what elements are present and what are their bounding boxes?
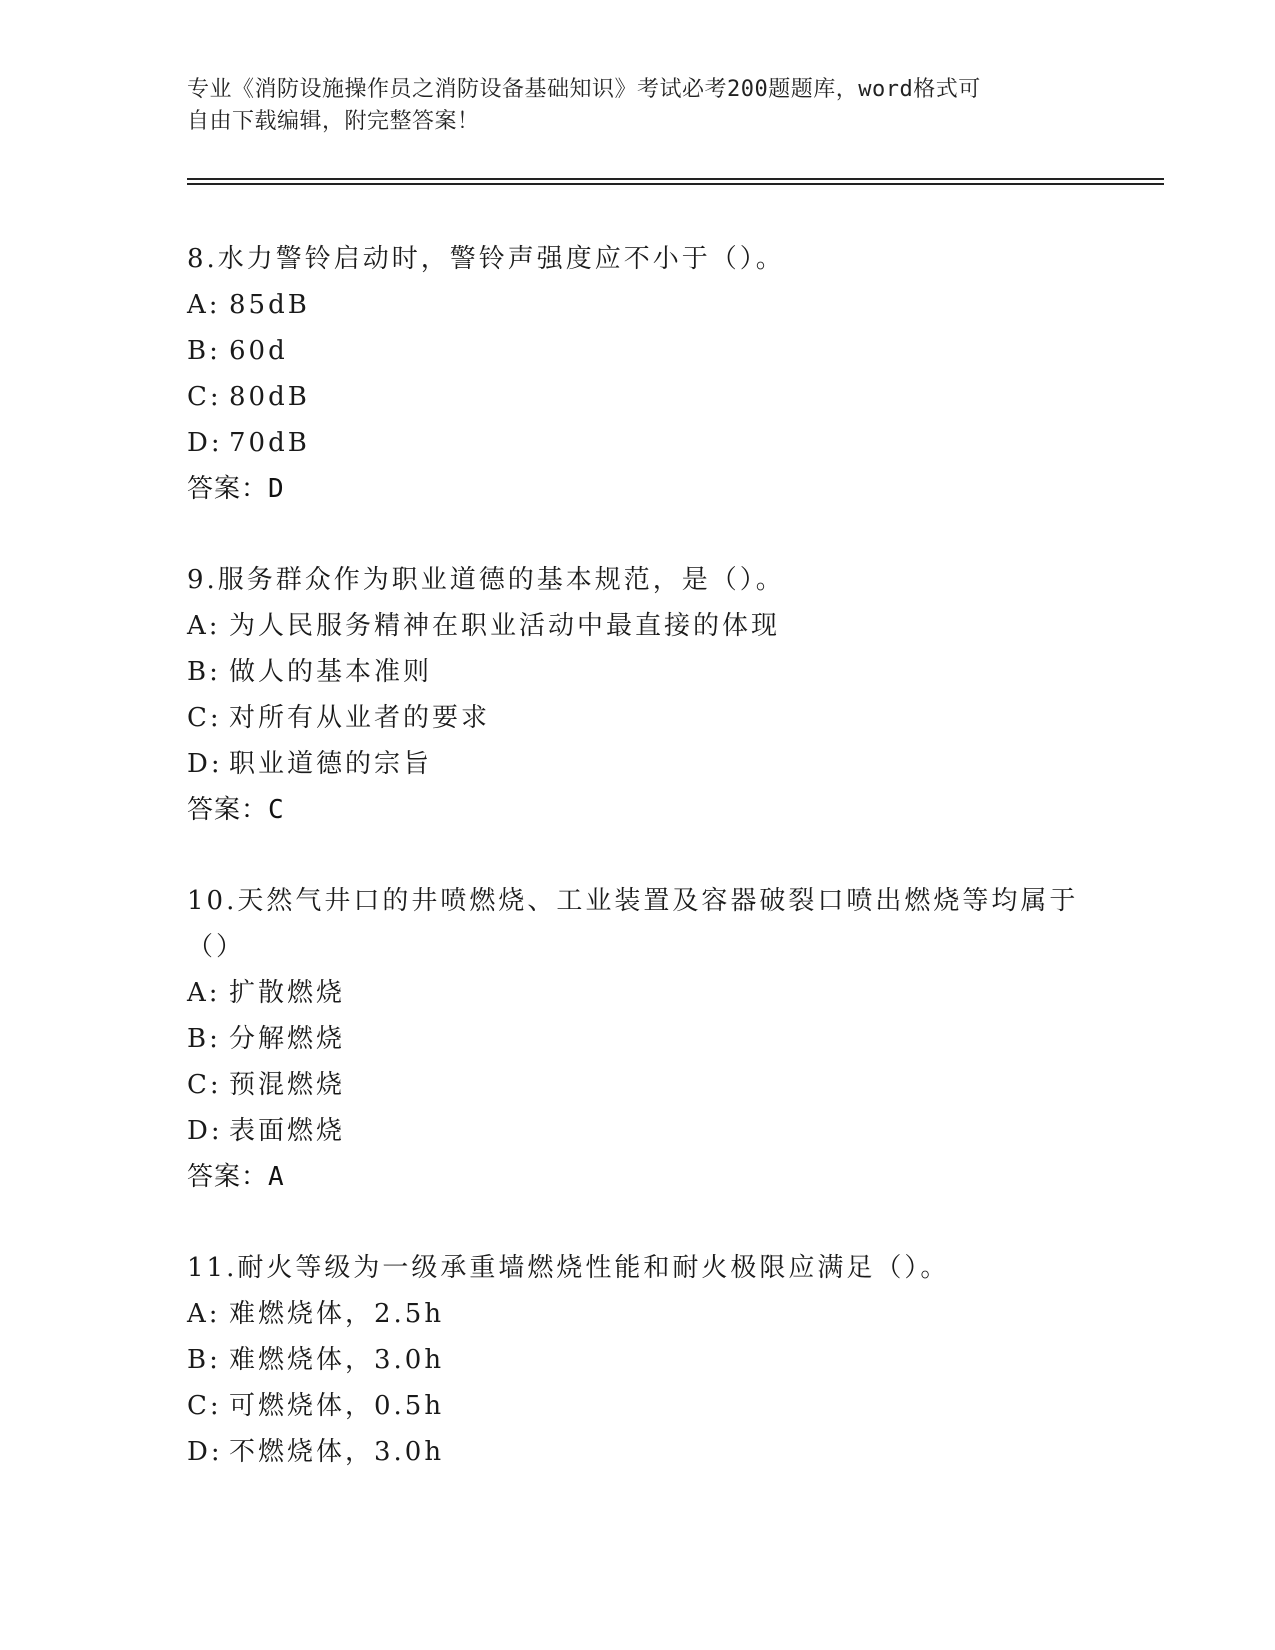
option-text: 60d bbox=[229, 336, 288, 366]
header-divider-bottom bbox=[187, 183, 1164, 185]
question-stem: 10.天然气井口的井喷燃烧、工业装置及容器破裂口喷出燃烧等均属于（） bbox=[187, 886, 1079, 962]
option-letter: C: bbox=[187, 703, 222, 733]
option-text: 表面燃烧 bbox=[229, 1116, 346, 1146]
option-letter: D: bbox=[187, 1116, 223, 1146]
option-text: 可燃烧体，0.5h bbox=[229, 1391, 445, 1421]
question-10 bbox=[187, 878, 1087, 1200]
option-letter: A: bbox=[187, 978, 221, 1008]
option-a bbox=[187, 282, 1087, 328]
option-text: 做人的基本准则 bbox=[229, 657, 433, 687]
option-text: 70dB bbox=[229, 428, 310, 458]
question-9 bbox=[187, 557, 1087, 833]
option-b bbox=[187, 649, 1087, 695]
option-letter: B: bbox=[187, 336, 221, 366]
option-text: 预混燃烧 bbox=[229, 1070, 346, 1100]
option-letter: C: bbox=[187, 1070, 222, 1100]
header-line-1: 专业《消防设施操作员之消防设备基础知识》考试必考200题题库，word格式可 bbox=[187, 77, 981, 102]
option-text: 为人民服务精神在职业活动中最直接的体现 bbox=[229, 611, 781, 641]
option-text: 85dB bbox=[229, 290, 310, 320]
header-line-2: 自由下载编辑，附完整答案！ bbox=[187, 109, 480, 134]
option-d bbox=[187, 741, 1087, 787]
option-a bbox=[187, 603, 1087, 649]
option-b bbox=[187, 328, 1087, 374]
answer: 答案：C bbox=[187, 795, 285, 825]
option-letter: D: bbox=[187, 1437, 223, 1467]
option-letter: C: bbox=[187, 1391, 222, 1421]
question-stem: 11.耐火等级为一级承重墙燃烧性能和耐火极限应满足（）。 bbox=[187, 1253, 950, 1283]
option-text: 对所有从业者的要求 bbox=[229, 703, 491, 733]
option-letter: A: bbox=[187, 1299, 221, 1329]
option-letter: B: bbox=[187, 1024, 221, 1054]
option-c bbox=[187, 1383, 1087, 1429]
option-b bbox=[187, 1016, 1087, 1062]
question-stem: 8.水力警铃启动时，警铃声强度应不小于（）。 bbox=[187, 244, 785, 274]
option-letter: B: bbox=[187, 1345, 221, 1375]
option-letter: D: bbox=[187, 428, 223, 458]
option-c bbox=[187, 1062, 1087, 1108]
option-letter: B: bbox=[187, 657, 221, 687]
option-text: 80dB bbox=[229, 382, 310, 412]
option-text: 难燃烧体，2.5h bbox=[229, 1299, 445, 1329]
option-c bbox=[187, 374, 1087, 420]
question-stem: 9.服务群众作为职业道德的基本规范，是（）。 bbox=[187, 565, 785, 595]
answer: 答案：D bbox=[187, 474, 285, 504]
option-a bbox=[187, 1291, 1087, 1337]
document-header bbox=[187, 74, 1087, 138]
option-d bbox=[187, 1108, 1087, 1154]
header-divider-top bbox=[187, 178, 1164, 180]
option-text: 职业道德的宗旨 bbox=[229, 749, 433, 779]
question-8 bbox=[187, 236, 1087, 512]
option-b bbox=[187, 1337, 1087, 1383]
question-11 bbox=[187, 1245, 1087, 1475]
option-letter: A: bbox=[187, 611, 221, 641]
option-d bbox=[187, 1429, 1087, 1475]
option-d bbox=[187, 420, 1087, 466]
option-a bbox=[187, 970, 1087, 1016]
option-letter: C: bbox=[187, 382, 222, 412]
option-text: 分解燃烧 bbox=[229, 1024, 346, 1054]
option-c bbox=[187, 695, 1087, 741]
option-text: 难燃烧体，3.0h bbox=[229, 1345, 445, 1375]
option-letter: D: bbox=[187, 749, 223, 779]
answer: 答案：A bbox=[187, 1162, 285, 1192]
option-text: 扩散燃烧 bbox=[229, 978, 346, 1008]
option-letter: A: bbox=[187, 290, 221, 320]
option-text: 不燃烧体，3.0h bbox=[229, 1437, 445, 1467]
